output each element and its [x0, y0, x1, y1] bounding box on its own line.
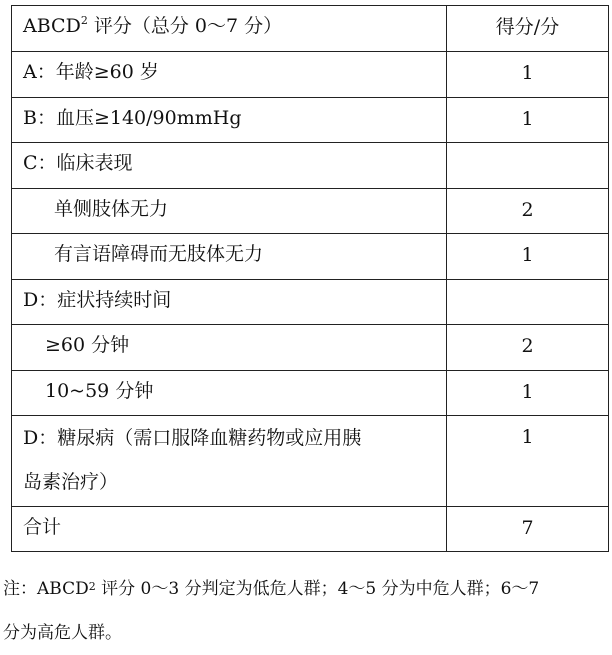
row-item-blood-pressure: B：血压≥140/90mmHg [23, 107, 242, 129]
row-score-blood-pressure: 1 [521, 108, 534, 130]
row-item-total: 合计 [23, 516, 62, 538]
row-score-duration-60: 2 [521, 335, 534, 357]
table-row [12, 52, 609, 98]
row-item-clinical: C：临床表现 [23, 152, 133, 174]
footnote-superscript: 2 [88, 580, 96, 593]
row-item-cell [12, 507, 447, 552]
row-item-duration-60: ≥60 分钟 [45, 334, 130, 356]
row-item-speech-disturbance: 有言语障碍而无肢体无力 [54, 243, 264, 265]
row-item-age: A：年龄≥60 岁 [23, 61, 159, 83]
row-item-diabetes-line2: 岛素治疗） [23, 471, 119, 493]
header-item-cell [12, 6, 447, 52]
row-item-cell [12, 416, 447, 507]
row-item-cell [12, 143, 447, 189]
header-item-suffix: 评分（总分 0～7 分） [87, 15, 283, 37]
row-score-cell [447, 143, 609, 189]
row-score-clinical [447, 143, 608, 155]
row-item-cell [12, 234, 447, 280]
row-score-cell [447, 234, 609, 280]
row-score-cell [447, 325, 609, 371]
row-score-cell [447, 371, 609, 416]
table-header-row [12, 6, 609, 52]
abcd2-score-table [11, 5, 609, 552]
row-score-cell [447, 98, 609, 143]
table-row [12, 280, 609, 325]
row-item-unilateral-weakness: 单侧肢体无力 [54, 198, 169, 220]
header-item-superscript: 2 [80, 14, 88, 27]
header-score-cell [447, 6, 609, 52]
row-score-duration [447, 280, 608, 292]
row-score-cell [447, 189, 609, 234]
row-score-speech-disturbance: 1 [521, 244, 534, 266]
table-row [12, 143, 609, 189]
row-score-cell [447, 416, 609, 507]
row-score-diabetes: 1 [521, 426, 534, 448]
table-row [12, 325, 609, 371]
row-item-diabetes-line1: D：糖尿病（需口服降血糖药物或应用胰 [23, 427, 362, 449]
table-row [12, 234, 609, 280]
footnote-line2: 分为高危人群。 [3, 623, 122, 643]
row-item-diabetes [12, 404, 446, 504]
row-score-total: 7 [521, 517, 534, 539]
table-row [12, 416, 609, 507]
footnote-line1: 评分 0～3 分判定为低危人群；4～5 分为中危人群；6～7 [95, 579, 540, 599]
row-item-cell [12, 280, 447, 325]
header-item-label [12, 6, 446, 36]
row-item-cell [12, 98, 447, 143]
row-item-duration: D：症状持续时间 [23, 289, 172, 311]
row-score-unilateral-weakness: 2 [521, 199, 534, 221]
table-footnote [3, 567, 609, 655]
table-row [12, 189, 609, 234]
table-row [12, 98, 609, 143]
row-item-cell [12, 189, 447, 234]
row-item-cell [12, 325, 447, 371]
footnote-prefix: 注：ABCD [3, 579, 89, 599]
row-item-cell [12, 52, 447, 98]
header-score-label: 得分/分 [495, 16, 560, 38]
row-score-cell [447, 280, 609, 325]
row-item-duration-10-59: 10~59 分钟 [45, 380, 154, 402]
row-score-cell [447, 52, 609, 98]
row-score-cell [447, 507, 609, 552]
row-score-age: 1 [521, 62, 534, 84]
header-item-prefix: ABCD [23, 15, 81, 37]
row-score-duration-10-59: 1 [521, 381, 534, 403]
table-row [12, 507, 609, 552]
